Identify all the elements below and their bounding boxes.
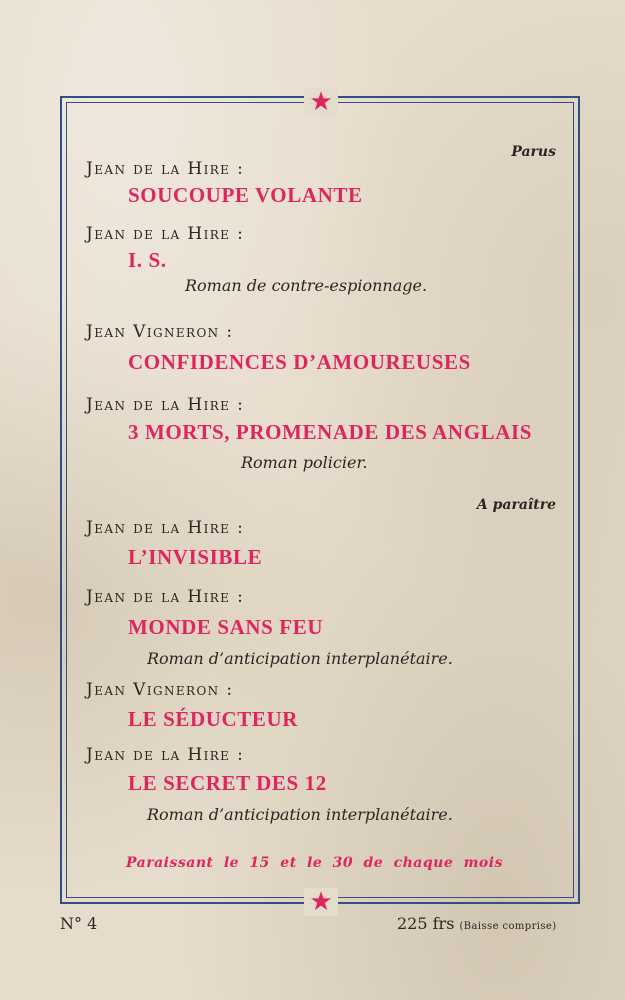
- book-title: I. S.: [128, 248, 167, 272]
- issue-number: N° 4: [60, 914, 98, 933]
- price: [397, 914, 557, 933]
- book-subtitle: Roman d’anticipation interplanétaire.: [147, 649, 453, 668]
- book-author: Jean Vigneron :: [86, 322, 234, 342]
- book-author: Jean Vigneron :: [86, 680, 234, 700]
- book-subtitle: Roman d’anticipation interplanétaire.: [147, 805, 453, 824]
- book-title: LE SÉDUCTEUR: [128, 707, 298, 731]
- book-author: Jean de la Hire :: [86, 587, 245, 607]
- price-value: 225 frs: [397, 914, 455, 933]
- book-author: Jean de la Hire :: [86, 395, 245, 415]
- book-subtitle: Roman de contre-espionnage.: [185, 276, 428, 295]
- book-title: LE SECRET DES 12: [128, 771, 327, 795]
- upcoming-label: A paraître: [476, 497, 556, 513]
- book-author: Jean de la Hire :: [86, 518, 245, 538]
- book-title: MONDE SANS FEU: [128, 615, 324, 639]
- book-author: Jean de la Hire :: [86, 224, 245, 244]
- book-subtitle: Roman policier.: [241, 453, 368, 472]
- book-title: CONFIDENCES D’AMOUREUSES: [128, 350, 471, 374]
- published-label: Parus: [511, 144, 556, 160]
- book-title: 3 MORTS, PROMENADE DES ANGLAIS: [128, 420, 533, 444]
- star-icon: ★: [304, 88, 338, 116]
- book-author: Jean de la Hire :: [86, 745, 245, 765]
- publication-schedule: Paraissant le 15 et le 30 de chaque mois: [126, 855, 503, 871]
- book-author: Jean de la Hire :: [86, 159, 245, 179]
- star-icon: ★: [304, 888, 338, 916]
- book-title: SOUCOUPE VOLANTE: [128, 183, 363, 207]
- price-note: (Baisse comprise): [459, 921, 557, 932]
- book-title: L’INVISIBLE: [128, 545, 263, 569]
